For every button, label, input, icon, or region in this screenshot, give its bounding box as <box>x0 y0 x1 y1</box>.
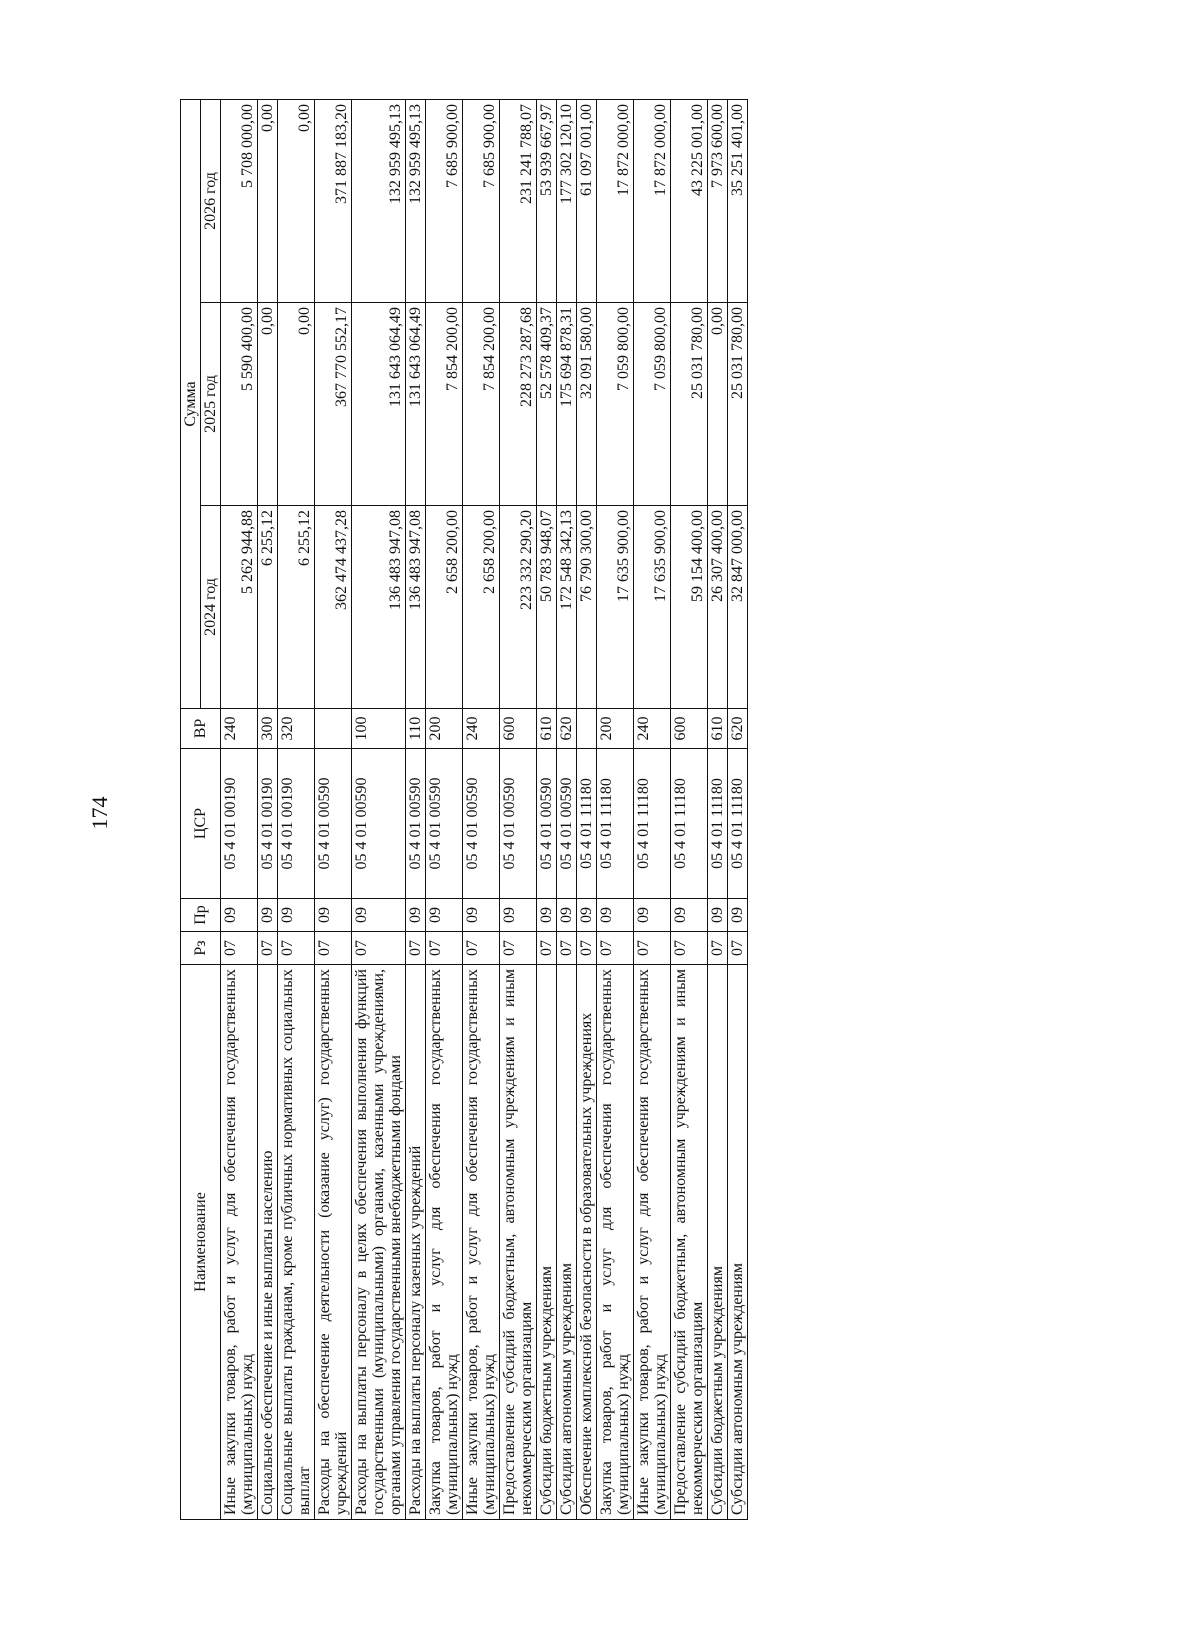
cell-name: Социальное обеспечение и иные выплаты населению <box>258 965 278 1520</box>
table-row <box>728 99 748 1519</box>
cell-name: Закупка товаров, работ и услуг для обеспечения государственных (муниципальных) нужд <box>597 965 634 1520</box>
cell-rz: 07 <box>577 932 597 965</box>
cell-2025: 7 854 200,00 <box>463 303 500 506</box>
cell-pr: 09 <box>221 899 258 932</box>
table-row <box>352 99 406 1519</box>
cell-rz: 07 <box>278 932 315 965</box>
cell-vr: 240 <box>634 709 671 749</box>
cell-2026: 17 872 000,00 <box>634 99 671 302</box>
cell-rz: 07 <box>352 932 406 965</box>
cell-name: Субсидии бюджетным учреждениям <box>537 965 557 1520</box>
cell-2024: 50 783 948,07 <box>537 506 557 709</box>
cell-vr: 240 <box>221 709 258 749</box>
cell-2026: 5 708 000,00 <box>221 99 258 302</box>
cell-2026: 61 097 001,00 <box>577 99 597 302</box>
cell-csr: 05 4 01 11180 <box>597 749 634 899</box>
cell-2025: 25 031 780,00 <box>671 303 708 506</box>
cell-2025: 367 770 552,17 <box>315 303 352 506</box>
cell-pr: 09 <box>352 899 406 932</box>
cell-csr: 05 4 01 11180 <box>671 749 708 899</box>
cell-csr: 05 4 01 00590 <box>352 749 406 899</box>
cell-2025: 32 091 580,00 <box>577 303 597 506</box>
cell-2024: 17 635 900,00 <box>634 506 671 709</box>
cell-pr: 09 <box>258 899 278 932</box>
cell-vr <box>577 709 597 749</box>
cell-pr: 09 <box>278 899 315 932</box>
cell-2026: 43 225 001,00 <box>671 99 708 302</box>
header-vr: ВР <box>181 709 221 749</box>
cell-vr: 620 <box>728 709 748 749</box>
cell-name: Закупка товаров, работ и услуг для обеспечения государственных (муниципальных) нужд <box>426 965 463 1520</box>
cell-vr: 610 <box>708 709 728 749</box>
cell-2025: 7 854 200,00 <box>426 303 463 506</box>
cell-vr: 240 <box>463 709 500 749</box>
cell-2026: 7 685 900,00 <box>426 99 463 302</box>
header-2025: 2025 год <box>201 303 221 506</box>
cell-csr: 05 4 01 11180 <box>728 749 748 899</box>
cell-pr: 09 <box>634 899 671 932</box>
cell-2026: 132 959 495,13 <box>406 99 426 302</box>
cell-2024: 76 790 300,00 <box>577 506 597 709</box>
cell-rz: 07 <box>463 932 500 965</box>
cell-2026: 53 939 667,97 <box>537 99 557 302</box>
cell-2024: 172 548 342,13 <box>557 506 577 709</box>
cell-csr: 05 4 01 00590 <box>537 749 557 899</box>
cell-name: Предоставление субсидий бюджетным, автономным учреждениям и иным некоммерческим организациям <box>671 965 708 1520</box>
cell-rz: 07 <box>426 932 463 965</box>
table-row <box>634 99 671 1519</box>
cell-rz: 07 <box>597 932 634 965</box>
cell-2025: 7 059 800,00 <box>597 303 634 506</box>
cell-csr: 05 4 01 00590 <box>315 749 352 899</box>
table-row <box>597 99 634 1519</box>
cell-name: Расходы на выплаты персоналу казенных учреждений <box>406 965 426 1520</box>
cell-rz: 07 <box>671 932 708 965</box>
cell-pr: 09 <box>597 899 634 932</box>
cell-pr: 09 <box>708 899 728 932</box>
table-row <box>406 99 426 1519</box>
cell-vr: 320 <box>278 709 315 749</box>
header-name: Наименование <box>181 965 221 1520</box>
cell-2025: 5 590 400,00 <box>221 303 258 506</box>
cell-vr: 600 <box>671 709 708 749</box>
cell-csr: 05 4 01 11180 <box>708 749 728 899</box>
cell-vr: 300 <box>258 709 278 749</box>
cell-vr: 600 <box>500 709 537 749</box>
table-row <box>315 99 352 1519</box>
cell-2026: 132 959 495,13 <box>352 99 406 302</box>
header-2024: 2024 год <box>201 506 221 709</box>
cell-name: Иные закупки товаров, работ и услуг для обеспечения государственных (муниципальных) нужд <box>463 965 500 1520</box>
cell-csr: 05 4 01 00190 <box>258 749 278 899</box>
cell-2025: 228 273 287,68 <box>500 303 537 506</box>
cell-rz: 07 <box>708 932 728 965</box>
cell-2026: 7 685 900,00 <box>463 99 500 302</box>
cell-2024: 6 255,12 <box>278 506 315 709</box>
cell-2026: 177 302 120,10 <box>557 99 577 302</box>
cell-2025: 0,00 <box>258 303 278 506</box>
cell-2026: 35 251 401,00 <box>728 99 748 302</box>
cell-rz: 07 <box>500 932 537 965</box>
cell-pr: 09 <box>426 899 463 932</box>
cell-2025: 175 694 878,31 <box>557 303 577 506</box>
header-csr: ЦСР <box>181 749 221 899</box>
cell-name: Предоставление субсидий бюджетным, автономным учреждениям и иным некоммерческим организациям <box>500 965 537 1520</box>
cell-vr: 200 <box>426 709 463 749</box>
cell-name: Обеспечение комплексной безопасности в образовательных учреждениях <box>577 965 597 1520</box>
header-sum: Сумма <box>181 99 201 708</box>
table-row <box>463 99 500 1519</box>
cell-pr: 09 <box>671 899 708 932</box>
header-pr: Пр <box>181 899 221 932</box>
cell-csr: 05 4 01 00190 <box>278 749 315 899</box>
cell-vr: 100 <box>352 709 406 749</box>
cell-2024: 223 332 290,20 <box>500 506 537 709</box>
cell-vr: 620 <box>557 709 577 749</box>
cell-name: Субсидии автономным учреждениям <box>728 965 748 1520</box>
cell-name: Социальные выплаты гражданам, кроме публичных нормативных социальных выплат <box>278 965 315 1520</box>
cell-name: Иные закупки товаров, работ и услуг для обеспечения государственных (муниципальных) нужд <box>634 965 671 1520</box>
cell-pr: 09 <box>315 899 352 932</box>
cell-name: Расходы на обеспечение деятельности (оказание услуг) государственных учреждений <box>315 965 352 1520</box>
cell-csr: 05 4 01 11180 <box>577 749 597 899</box>
page-number: 174 <box>87 796 112 830</box>
cell-rz: 07 <box>537 932 557 965</box>
table-row <box>577 99 597 1519</box>
cell-2024: 26 307 400,00 <box>708 506 728 709</box>
cell-2026: 17 872 000,00 <box>597 99 634 302</box>
cell-name: Иные закупки товаров, работ и услуг для обеспечения государственных (муниципальных) нужд <box>221 965 258 1520</box>
cell-vr <box>315 709 352 749</box>
cell-csr: 05 4 01 00590 <box>406 749 426 899</box>
header-2026: 2026 год <box>201 99 221 302</box>
cell-2026: 371 887 183,20 <box>315 99 352 302</box>
cell-name: Субсидии автономным учреждениям <box>557 965 577 1520</box>
cell-2025: 131 643 064,49 <box>352 303 406 506</box>
cell-rz: 07 <box>258 932 278 965</box>
cell-2025: 0,00 <box>708 303 728 506</box>
table-row <box>278 99 315 1519</box>
cell-rz: 07 <box>406 932 426 965</box>
table-row <box>500 99 537 1519</box>
cell-pr: 09 <box>577 899 597 932</box>
cell-2026: 7 973 600,00 <box>708 99 728 302</box>
cell-pr: 09 <box>728 899 748 932</box>
cell-2024: 362 474 437,28 <box>315 506 352 709</box>
cell-2024: 17 635 900,00 <box>597 506 634 709</box>
cell-vr: 110 <box>406 709 426 749</box>
budget-table <box>180 99 748 1520</box>
cell-pr: 09 <box>557 899 577 932</box>
cell-pr: 09 <box>537 899 557 932</box>
cell-pr: 09 <box>406 899 426 932</box>
table-row <box>708 99 728 1519</box>
cell-2025: 52 578 409,37 <box>537 303 557 506</box>
table-row <box>426 99 463 1519</box>
cell-csr: 05 4 01 00590 <box>426 749 463 899</box>
table-row <box>221 99 258 1519</box>
cell-vr: 610 <box>537 709 557 749</box>
table-row <box>557 99 577 1519</box>
cell-2026: 231 241 788,07 <box>500 99 537 302</box>
cell-2024: 59 154 400,00 <box>671 506 708 709</box>
cell-rz: 07 <box>634 932 671 965</box>
budget-table-container <box>180 100 1046 1520</box>
table-body <box>221 99 748 1519</box>
cell-2024: 136 483 947,08 <box>352 506 406 709</box>
cell-2024: 136 483 947,08 <box>406 506 426 709</box>
cell-vr: 200 <box>597 709 634 749</box>
cell-csr: 05 4 01 11180 <box>634 749 671 899</box>
cell-rz: 07 <box>221 932 258 965</box>
cell-2026: 0,00 <box>258 99 278 302</box>
table-row <box>537 99 557 1519</box>
header-rz: Рз <box>181 932 221 965</box>
cell-2026: 0,00 <box>278 99 315 302</box>
table-row <box>671 99 708 1519</box>
cell-2024: 2 658 200,00 <box>426 506 463 709</box>
cell-pr: 09 <box>463 899 500 932</box>
cell-2025: 7 059 800,00 <box>634 303 671 506</box>
cell-pr: 09 <box>500 899 537 932</box>
cell-2024: 5 262 944,88 <box>221 506 258 709</box>
cell-rz: 07 <box>728 932 748 965</box>
table-row <box>258 99 278 1519</box>
cell-name: Расходы на выплаты персоналу в целях обеспечения выполнения функций государственными (муниципальными) органами, казенными учреждениями, органами управления государственными внебюджетными фондами <box>352 965 406 1520</box>
cell-csr: 05 4 01 00590 <box>500 749 537 899</box>
cell-2024: 6 255,12 <box>258 506 278 709</box>
cell-2025: 25 031 780,00 <box>728 303 748 506</box>
cell-csr: 05 4 01 00590 <box>463 749 500 899</box>
cell-csr: 05 4 01 00190 <box>221 749 258 899</box>
cell-2025: 131 643 064,49 <box>406 303 426 506</box>
table-header <box>181 99 221 1519</box>
cell-rz: 07 <box>315 932 352 965</box>
cell-csr: 05 4 01 00590 <box>557 749 577 899</box>
cell-2024: 2 658 200,00 <box>463 506 500 709</box>
cell-2024: 32 847 000,00 <box>728 506 748 709</box>
cell-rz: 07 <box>557 932 577 965</box>
cell-2025: 0,00 <box>278 303 315 506</box>
cell-name: Субсидии бюджетным учреждениям <box>708 965 728 1520</box>
